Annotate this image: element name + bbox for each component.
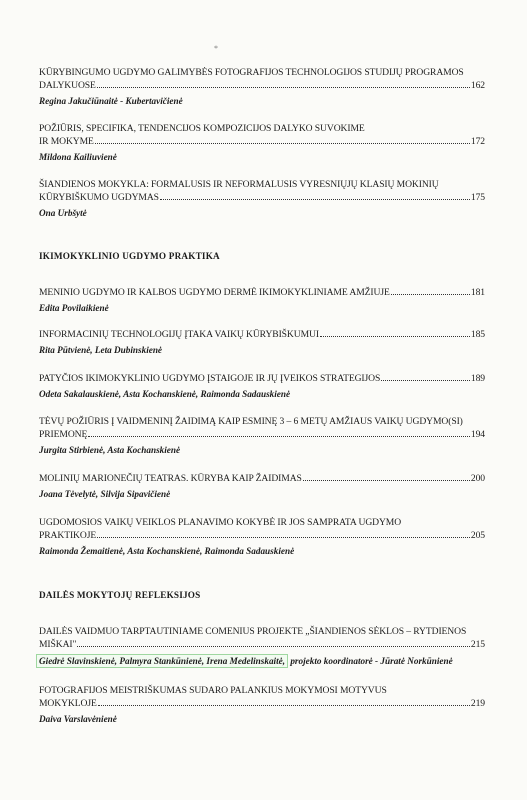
- entry-title-line: ŠIANDIENOS MOKYKLA: FORMALUSIS IR NEFORMALUSIS VYRESNIŲJŲ KLASIŲ MOKINIŲ: [39, 179, 439, 190]
- entry-title-line: PATYČIOS IKIMOKYKLINIO UGDYMO ĮSTAIGOJE IR JŲ ĮVEIKOS STRATEGIJOS: [39, 373, 381, 384]
- entry-title-line: MOLINIŲ MARIONEČIŲ TEATRAS. KŪRYBA KAIP ŽAIDIMAS: [39, 473, 302, 484]
- dot-leader: [95, 143, 470, 144]
- dot-leader: [98, 705, 470, 706]
- page-number: 181: [470, 287, 485, 298]
- page-number: 194: [470, 429, 485, 440]
- entry-title-line: DALYKUOSE: [39, 80, 96, 91]
- toc-entry[interactable]: [39, 625, 485, 668]
- entry-authors: Joana Tėvelytė, Silvija Sipavičienė: [39, 489, 171, 499]
- entry-authors: Regina Jakučiūnaitė - Kubertavičienė: [39, 96, 183, 106]
- entry-title-line: KŪRYBINGUMO UGDYMO GALIMYBĖS FOTOGRAFIJOS TECHNOLOGIJOS STUDIJŲ PROGRAMOS: [39, 67, 464, 78]
- entry-title: [39, 684, 485, 710]
- dot-leader: [160, 199, 470, 200]
- toc-entry[interactable]: [39, 286, 485, 314]
- entry-title: [39, 625, 485, 651]
- entry-title-line: KŪRYBIŠKUMO UGDYMAS: [39, 192, 159, 203]
- section-heading: IKIMOKYKLINIO UGDYMO PRAKTIKA: [39, 251, 220, 261]
- toc-entry[interactable]: [39, 472, 485, 500]
- page-number: 175: [470, 192, 485, 203]
- dot-leader: [303, 480, 470, 481]
- dot-leader: [391, 294, 470, 295]
- entry-title-line: POŽIŪRIS, SPECIFIKA, TENDENCIJOS KOMPOZICIJOS DALYKO SUVOKIME: [39, 123, 365, 134]
- entry-title-line: FOTOGRAFIJOS MEISTRIŠKUMAS SUDARO PALANKIUS MOKYMOSI MOTYVUS: [39, 685, 387, 696]
- page-number: 172: [470, 136, 485, 147]
- entry-title-line: MIŠKAI": [39, 639, 77, 650]
- dot-leader: [320, 336, 470, 337]
- page-number: 185: [470, 329, 485, 340]
- page-number: 162: [470, 80, 485, 91]
- entry-title: [39, 178, 485, 204]
- entry-title: [39, 122, 485, 148]
- dot-leader: [97, 87, 470, 88]
- highlighted-authors: Giedrė Slavinskienė, Palmyra Stankūnienė, Irena Medelinskaitė,: [36, 654, 288, 668]
- entry-title-line: INFORMACINIŲ TECHNOLOGIJŲ ĮTAKA VAIKŲ KŪRYBIŠKUMUI: [39, 329, 319, 340]
- entry-title: [39, 328, 485, 341]
- entry-title-line: PRAKTIKOJE: [39, 530, 97, 541]
- page-number: 189: [470, 373, 485, 384]
- entry-authors: Jurgita Stirbienė, Asta Kochanskienė: [39, 445, 181, 455]
- toc-entry[interactable]: [39, 178, 485, 219]
- toc-entry[interactable]: [39, 372, 485, 400]
- entry-title-line: MOKYKLOJE: [39, 698, 97, 709]
- toc-entry[interactable]: [39, 66, 485, 107]
- page-number: 200: [470, 473, 485, 484]
- entry-title: [39, 472, 485, 485]
- entry-title-line: IR MOKYME: [39, 136, 94, 147]
- toc-entry[interactable]: [39, 415, 485, 456]
- entry-authors: Daiva Varslavėnienė: [39, 714, 117, 724]
- page-number: 219: [470, 698, 485, 709]
- entry-authors-rest: projekto koordinatorė - Jūratė Norkūnienė: [288, 656, 453, 666]
- page-number: 215: [470, 639, 485, 650]
- dot-leader: [381, 380, 470, 381]
- dot-leader: [88, 436, 470, 437]
- entry-authors: Odeta Sakalauskienė, Asta Kochanskienė, Raimonda Sadauskienė: [39, 389, 291, 399]
- entry-authors: [39, 654, 485, 668]
- entry-title: [39, 372, 485, 385]
- toc-entry[interactable]: [39, 328, 485, 356]
- page-number: 205: [470, 530, 485, 541]
- entry-title: [39, 66, 485, 92]
- section-heading: DAILĖS MOKYTOJŲ REFLEKSIJOS: [39, 590, 201, 600]
- entry-title: [39, 286, 485, 299]
- entry-title-line: MENINIO UGDYMO IR KALBOS UGDYMO DERMĖ IKIMOKYKLINIAME AMŽIUJE: [39, 287, 390, 298]
- scan-speck: *: [214, 44, 218, 53]
- entry-title-line: DAILĖS VAIDMUO TARPTAUTINIAME COMENIUS PROJEKTE „ŠIANDIENOS SĖKLOS – RYTDIENOS: [39, 626, 467, 637]
- toc-entry[interactable]: [39, 122, 485, 163]
- entry-title: [39, 415, 485, 441]
- entry-authors: Ona Urbšytė: [39, 208, 87, 218]
- toc-entry[interactable]: [39, 516, 485, 557]
- entry-title: [39, 516, 485, 542]
- entry-authors: Rita Pūtvienė, Leta Dubinskienė: [39, 345, 163, 355]
- entry-authors: Mildona Kailiuvienė: [39, 152, 117, 162]
- entry-authors: Raimonda Žemaitienė, Asta Kochanskienė, Raimonda Sadauskienė: [39, 546, 295, 556]
- dot-leader: [77, 646, 470, 647]
- entry-title-line: UGDOMOSIOS VAIKŲ VEIKLOS PLANAVIMO KOKYBĖ IR JOS SAMPRATA UGDYMO: [39, 517, 402, 528]
- entry-title-line: TĖVŲ POŽIŪRIS Į VAIDMENINĮ ŽAIDIMĄ KAIP ESMINĘ 3 – 6 METŲ AMŽIAUS VAIKŲ UGDYMO(SI): [39, 416, 463, 427]
- entry-title-line: PRIEMONĘ: [39, 429, 88, 440]
- toc-entry[interactable]: [39, 684, 485, 725]
- entry-authors: Edita Povilaikienė: [39, 303, 109, 313]
- dot-leader: [97, 537, 470, 538]
